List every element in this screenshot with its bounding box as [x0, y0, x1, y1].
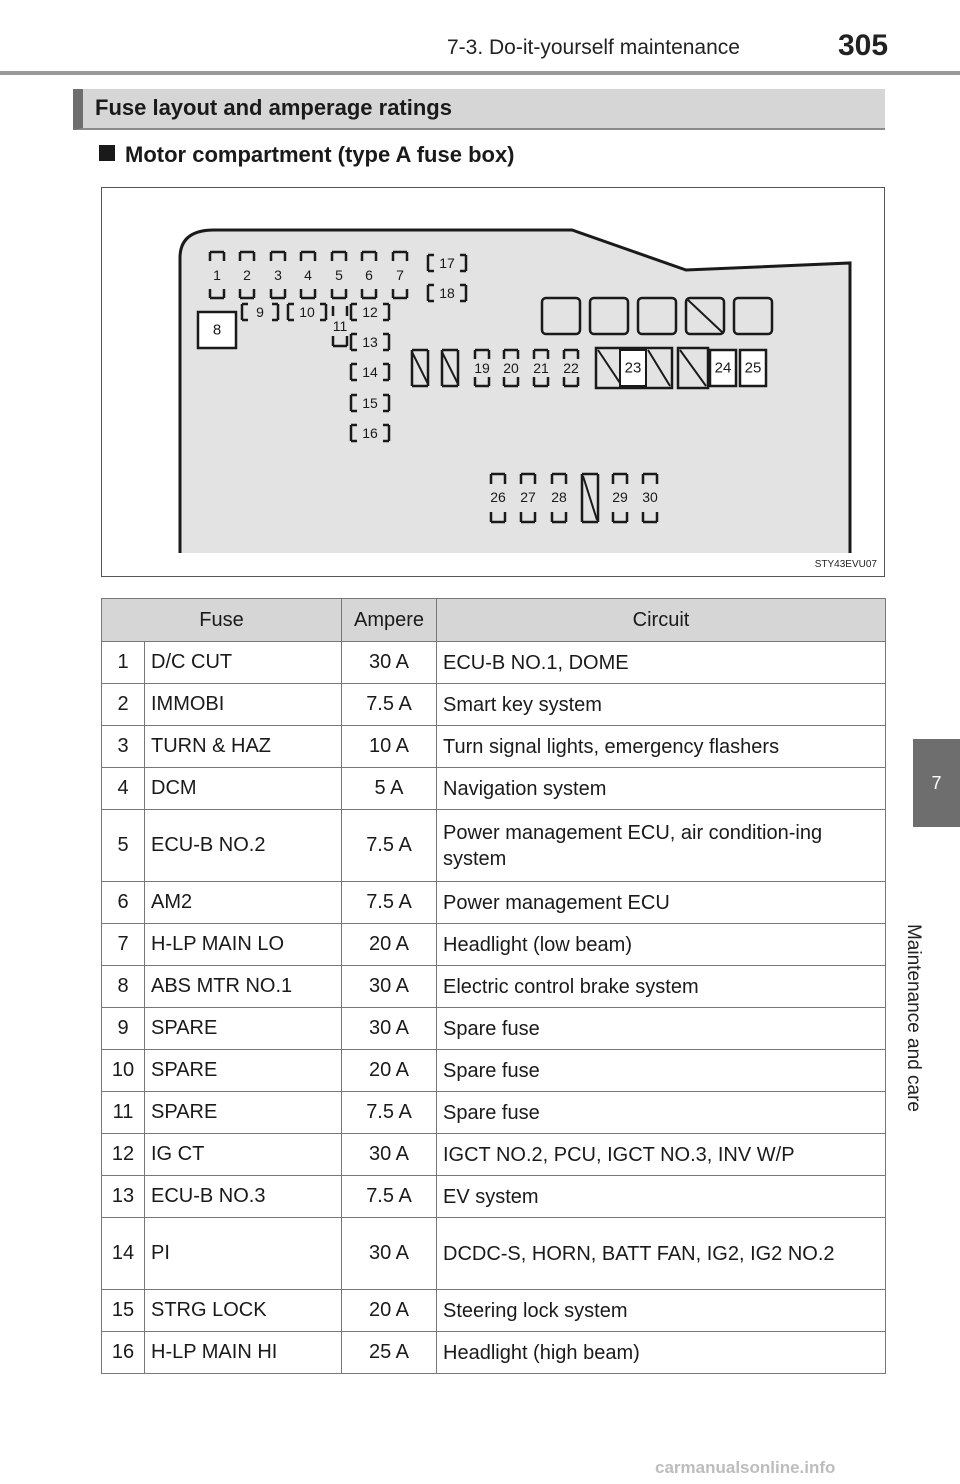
ampere-cell: 20 A: [342, 1050, 437, 1092]
fuse-label: 15: [362, 395, 378, 411]
circuit-cell: Navigation system: [437, 768, 886, 810]
circuit-cell: Headlight (high beam): [437, 1332, 886, 1374]
figure-code: STY43EVU07: [814, 559, 877, 570]
chapter-tab[interactable]: 7: [913, 739, 960, 827]
fuse-name-cell: IMMOBI: [145, 684, 342, 726]
relay-block: [638, 298, 676, 334]
table-row: [102, 1008, 886, 1050]
ampere-cell: 7.5 A: [342, 810, 437, 882]
fuse-number-cell: 6: [102, 882, 145, 924]
fuse-label: 11: [332, 318, 348, 334]
column-header-fuse: Fuse: [102, 599, 342, 642]
fuse-number-cell: 8: [102, 966, 145, 1008]
ampere-cell: 7.5 A: [342, 1092, 437, 1134]
fuse-name-cell: TURN & HAZ: [145, 726, 342, 768]
fuse-label: 23: [624, 359, 642, 377]
ampere-cell: 25 A: [342, 1332, 437, 1374]
circuit-cell: Power management ECU: [437, 882, 886, 924]
fuse-name-cell: AM2: [145, 882, 342, 924]
fuse-name-cell: D/C CUT: [145, 642, 342, 684]
fuse-number-cell: 5: [102, 810, 145, 882]
fuse-label: 13: [362, 334, 378, 350]
fuse-label: 20: [503, 360, 519, 376]
fuse-name-cell: DCM: [145, 768, 342, 810]
table-row: [102, 966, 886, 1008]
column-header-circuit: Circuit: [437, 599, 886, 642]
subheading-text: Motor compartment (type A fuse box): [125, 142, 515, 167]
table-row: [102, 1290, 886, 1332]
column-header-ampere: Ampere: [342, 599, 437, 642]
square-bullet-icon: [99, 145, 115, 161]
circuit-cell: Steering lock system: [437, 1290, 886, 1332]
fuse-label: 3: [274, 267, 282, 283]
fuse-label: 9: [256, 304, 264, 320]
fuse-name-cell: IG CT: [145, 1134, 342, 1176]
fuse-label: 22: [563, 360, 579, 376]
fuse-name-cell: SPARE: [145, 1050, 342, 1092]
circuit-cell: IGCT NO.2, PCU, IGCT NO.3, INV W/P: [437, 1134, 886, 1176]
circuit-cell: Smart key system: [437, 684, 886, 726]
relay-block: [542, 298, 580, 334]
fuse-label: 2: [243, 267, 251, 283]
table-header-row: [102, 599, 886, 642]
fuse-number-cell: 1: [102, 642, 145, 684]
ampere-cell: 30 A: [342, 642, 437, 684]
fuse-label: 12: [362, 304, 378, 320]
fuse-number-cell: 11: [102, 1092, 145, 1134]
table-row: [102, 1050, 886, 1092]
fuse-table-body: [102, 642, 886, 1374]
fuse-label: 7: [396, 267, 404, 283]
fuse-number-cell: 16: [102, 1332, 145, 1374]
ampere-cell: 30 A: [342, 966, 437, 1008]
fuse-number-cell: 7: [102, 924, 145, 966]
fuse-number-cell: 14: [102, 1218, 145, 1290]
fuse-label: 27: [520, 489, 536, 505]
circuit-cell: Headlight (low beam): [437, 924, 886, 966]
circuit-cell: Spare fuse: [437, 1008, 886, 1050]
table-row: [102, 1134, 886, 1176]
table-row: [102, 684, 886, 726]
subheading: [99, 142, 515, 168]
chapter-title-vertical: Maintenance and care: [903, 923, 924, 1112]
fuse-label: 19: [474, 360, 490, 376]
fuse-number-cell: 4: [102, 768, 145, 810]
fuse-label: 25: [744, 359, 762, 377]
ampere-cell: 5 A: [342, 768, 437, 810]
fuse-number-cell: 10: [102, 1050, 145, 1092]
fuse-name-cell: ABS MTR NO.1: [145, 966, 342, 1008]
ampere-cell: 7.5 A: [342, 1176, 437, 1218]
fuse-label: 16: [362, 425, 378, 441]
fuse-number-cell: 12: [102, 1134, 145, 1176]
table-row: [102, 1176, 886, 1218]
table-row: [102, 642, 886, 684]
circuit-cell: Spare fuse: [437, 1050, 886, 1092]
fuse-label: 10: [299, 304, 315, 320]
fuse-table: [101, 598, 886, 1374]
fuse-number-cell: 15: [102, 1290, 145, 1332]
relay-block: [734, 298, 772, 334]
circuit-cell: Power management ECU, air condition-ing system: [437, 810, 886, 882]
ampere-cell: 20 A: [342, 924, 437, 966]
section-title: Fuse layout and amperage ratings: [95, 95, 452, 120]
fuse-label: 18: [439, 285, 455, 301]
fuse-name-cell: H-LP MAIN LO: [145, 924, 342, 966]
fuse-label: 26: [490, 489, 506, 505]
fuse-label: 5: [335, 267, 343, 283]
ampere-cell: 20 A: [342, 1290, 437, 1332]
fuse-number-cell: 13: [102, 1176, 145, 1218]
ampere-cell: 10 A: [342, 726, 437, 768]
fuse-box-drawing: [102, 188, 886, 578]
table-row: [102, 1332, 886, 1374]
fuse-name-cell: H-LP MAIN HI: [145, 1332, 342, 1374]
fuse-label: 21: [533, 360, 549, 376]
circuit-cell: Spare fuse: [437, 1092, 886, 1134]
fuse-label: 1: [213, 267, 221, 283]
table-row: [102, 1218, 886, 1290]
fuse-label: 28: [551, 489, 567, 505]
header-divider: [0, 71, 960, 75]
fuse-label: 30: [642, 489, 658, 505]
circuit-cell: Electric control brake system: [437, 966, 886, 1008]
fuse-label: 6: [365, 267, 373, 283]
ampere-cell: 30 A: [342, 1134, 437, 1176]
table-row: [102, 726, 886, 768]
table-row: [102, 810, 886, 882]
fuse-name-cell: ECU-B NO.3: [145, 1176, 342, 1218]
circuit-cell: Turn signal lights, emergency flashers: [437, 726, 886, 768]
fuse-name-cell: SPARE: [145, 1092, 342, 1134]
header-section-title: 7-3. Do-it-yourself maintenance: [447, 36, 740, 59]
fuse-name-cell: ECU-B NO.2: [145, 810, 342, 882]
fuse-name-cell: PI: [145, 1218, 342, 1290]
section-title-bar: [73, 89, 885, 130]
table-row: [102, 768, 886, 810]
relay-block: [590, 298, 628, 334]
table-row: [102, 882, 886, 924]
fuse-box-diagram: [101, 187, 885, 577]
ampere-cell: 7.5 A: [342, 882, 437, 924]
watermark: carmanualsonline.info: [655, 1458, 836, 1477]
ampere-cell: 30 A: [342, 1008, 437, 1050]
fuse-number-cell: 9: [102, 1008, 145, 1050]
fuse-label: 8: [212, 321, 222, 339]
fuse-label: 14: [362, 364, 378, 380]
fuse-label: 24: [714, 359, 732, 377]
fuse-name-cell: SPARE: [145, 1008, 342, 1050]
fuse-number-cell: 2: [102, 684, 145, 726]
table-row: [102, 924, 886, 966]
page-number: 305: [838, 29, 889, 62]
fuse-label: 29: [612, 489, 628, 505]
circuit-cell: DCDC-S, HORN, BATT FAN, IG2, IG2 NO.2: [437, 1218, 886, 1290]
table-row: [102, 1092, 886, 1134]
fuse-label: 17: [439, 255, 455, 271]
fuse-label: 4: [304, 267, 312, 283]
circuit-cell: EV system: [437, 1176, 886, 1218]
ampere-cell: 7.5 A: [342, 684, 437, 726]
fuse-number-cell: 3: [102, 726, 145, 768]
circuit-cell: ECU-B NO.1, DOME: [437, 642, 886, 684]
fuse-name-cell: STRG LOCK: [145, 1290, 342, 1332]
ampere-cell: 30 A: [342, 1218, 437, 1290]
